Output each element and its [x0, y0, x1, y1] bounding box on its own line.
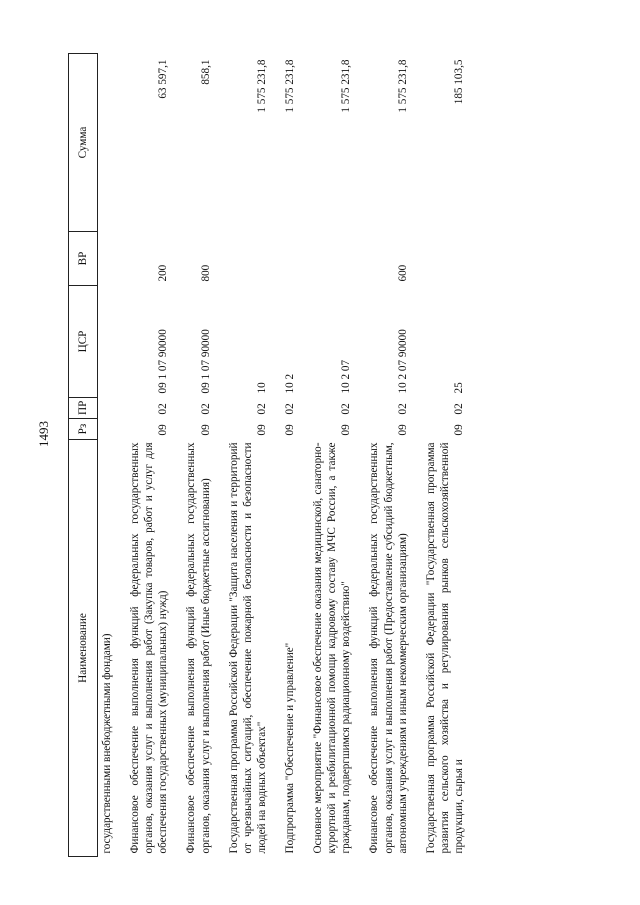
row-name: Финансовое обеспечение выполнения функций федеральных государственных органов, оказания услуг и выполнения работ (Закупка товаров, работ и услуг для обеспечения государственных (муниципальных) нужд) [129, 442, 170, 854]
row-pr: 02 [157, 403, 170, 415]
row-csr: 25 [452, 382, 465, 394]
row-rz: 09 [283, 424, 296, 436]
row-sum: 1 575 231,8 [283, 59, 296, 113]
row-sum: 1 575 231,8 [255, 59, 268, 113]
header-pr: ПР [69, 398, 98, 419]
header-sum: Сумма [69, 54, 98, 232]
row-rz: 09 [340, 424, 353, 436]
page-number: 1493 [36, 421, 51, 447]
row-rz: 09 [396, 424, 409, 436]
rotated-page [68, 54, 598, 857]
row-csr: 10 [255, 382, 268, 394]
row-name: Основное мероприятие "Финансовое обеспечение оказания медицинской, санаторно-курортной и реабилитационной помощи кадровому составу МЧС России, а также гражданам, подвергшимся радиационному воздействию" [312, 442, 353, 854]
row-csr: 09 1 07 90000 [199, 329, 212, 394]
header-name: Наименование [69, 440, 98, 857]
row-vr: 600 [396, 264, 409, 282]
row-pr: 02 [452, 403, 465, 415]
row-name: государственными внебюджетными фондами) [101, 633, 113, 854]
row-sum: 1 575 231,8 [340, 59, 353, 113]
table-row [355, 54, 411, 857]
row-pr: 02 [199, 403, 212, 415]
row-rz: 09 [199, 424, 212, 436]
row-csr: 10 2 [283, 373, 296, 394]
row-csr: 09 1 07 90000 [157, 329, 170, 394]
table-row [116, 54, 172, 857]
row-vr: 200 [157, 264, 170, 282]
row-vr: 800 [199, 264, 212, 282]
row-name: Государственная программа Российской Федерации "Защита населения и территорий от чрезвычайных ситуаций, обеспечение пожарной безопасности и безопасности людей на водных объектах" [227, 442, 268, 854]
table-row [98, 54, 117, 857]
table-header-row [69, 54, 98, 857]
row-vr [98, 232, 117, 286]
table-row [271, 54, 299, 857]
row-pr: 02 [255, 403, 268, 415]
header-csr: ЦСР [69, 286, 98, 398]
row-rz: 09 [157, 424, 170, 436]
row-rz [98, 419, 117, 440]
row-sum: 1 575 231,8 [396, 59, 409, 113]
row-name: Финансовое обеспечение выполнения функций федеральных государственных органов, оказания услуг и выполнения работ (Иные бюджетные ассигнования) [185, 442, 212, 854]
table-row [215, 54, 271, 857]
row-vr [299, 232, 355, 286]
row-vr [271, 232, 299, 286]
row-csr: 10 2 07 [340, 359, 353, 394]
table-row [299, 54, 355, 857]
row-name: Финансовое обеспечение выполнения функций федеральных государственных органов, оказания услуг и выполнения работ (Предоставление субсидий бюджетным, автономным учреждениям и иным некоммерческим организациям) [368, 442, 409, 854]
row-pr: 02 [283, 403, 296, 415]
row-pr: 02 [396, 403, 409, 415]
row-name: Государственная программа Российской Федерации "Государственная программа развития сельского хозяйства и регулирования рынков сельскохозяйственной продукции, сырья и [424, 442, 465, 854]
table-row [412, 54, 468, 857]
budget-table [68, 53, 468, 857]
header-vr: ВР [69, 232, 98, 286]
row-sum: 858,1 [199, 59, 212, 85]
row-sum: 63 597,1 [157, 59, 170, 99]
row-rz: 09 [452, 424, 465, 436]
table-row [172, 54, 214, 857]
row-pr [98, 398, 117, 419]
row-rz: 09 [255, 424, 268, 436]
row-csr: 10 2 07 90000 [396, 329, 409, 394]
header-rz: Рз [69, 419, 98, 440]
row-vr [412, 232, 468, 286]
row-name: Подпрограмма "Обеспечение и управление" [283, 642, 296, 854]
row-sum [98, 54, 117, 232]
row-sum: 185 103,5 [452, 59, 465, 105]
row-vr [215, 232, 271, 286]
row-pr: 02 [340, 403, 353, 415]
row-csr [98, 286, 117, 398]
